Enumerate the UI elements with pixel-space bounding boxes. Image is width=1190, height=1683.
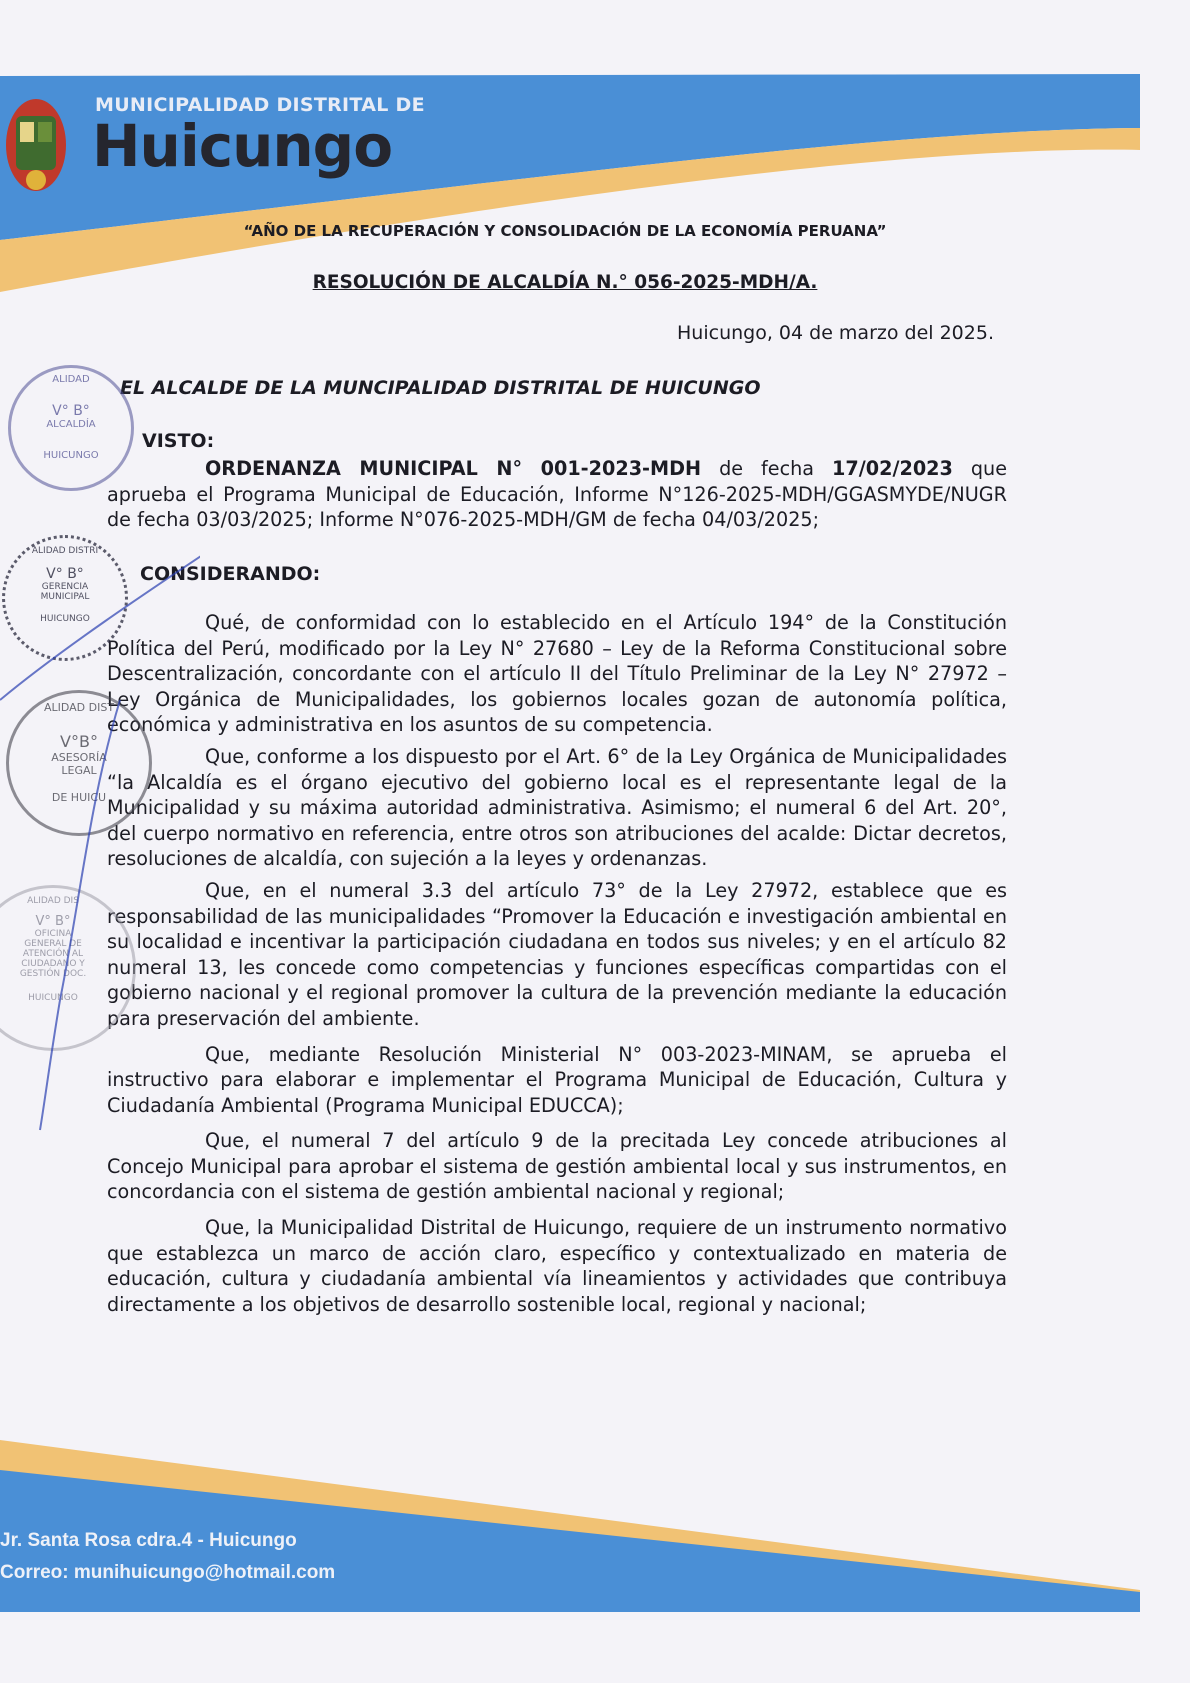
stamp-text: ALIDAD DIST [43, 701, 115, 714]
stamp-text: DE HUICU [51, 791, 107, 804]
stamp-text: ALIDAD DISTRI [31, 546, 99, 556]
stamp-asesoria [6, 690, 152, 836]
org-name: Huicungo [92, 112, 393, 180]
authority-heading: EL ALCALDE DE LA MUNCIPALIDAD DISTRITAL DE HUICUNGO [120, 377, 761, 399]
paragraph: Qué, de conformidad con lo establecido en el Artículo 194° de la Constitución Política del Perú, modificado por la Ley N° 27680 – Ley de la Reforma Constitucional sobre Descentralización, concordante con el artículo II del Título Preliminar de la Ley N° 27972 – Ley Orgánica de Municipalidades, los gobiernos locales gozan de autonomía política, económica y administrativa en los asuntos de su competencia. [107, 611, 1007, 737]
stamp-text: V° B° [35, 914, 71, 929]
stamp-text: ALIDAD DIS [27, 896, 79, 906]
stamp-text: V°B° [60, 732, 98, 751]
footer-address: Jr. Santa Rosa cdra.4 - Huicungo [0, 1530, 297, 1551]
stamp-text: HUICUNGO [28, 993, 78, 1003]
stamp-text: HUICUNGO [43, 450, 99, 461]
org-prefix: MUNICIPALIDAD DISTRITAL DE [95, 94, 425, 116]
paragraph: Que, la Municipalidad Distrital de Huicungo, requiere de un instrumento normativo que establezca un marco de acción claro, específico y contextualizado en materia de educación, cultura y ciudadanía ambiental vía lineamientos y actividades que contribuya directamente a los objetivos de desarrollo sostenible local, regional y nacional; [107, 1216, 1007, 1316]
stamp-alcaldia [8, 365, 134, 491]
stamp-text: ALCALDÍA [46, 419, 96, 430]
stamp-text: HUICUNGO [40, 614, 90, 624]
visto-paragraph [107, 456, 1007, 533]
footer-email: Correo: munihuicungo@hotmail.com [0, 1562, 336, 1583]
paragraph: Que, mediante Resolución Ministerial N° 003-2023-MINAM, se aprueba el instructivo para elaborar e implementar el Programa Municipal de Educación, Cultura y Ciudadanía Ambiental (Programa Municipal EDUCCA); [107, 1042, 1007, 1117]
year-slogan: “AÑO DE LA RECUPERACIÓN Y CONSOLIDACIÓN DE LA ECONOMÍA PERUANA” [243, 222, 887, 240]
stamp-text: ALIDAD [52, 374, 90, 385]
text: que aprueba el Programa Municipal de Educación, Informe N°126-2025-MDH/GGASMYDE/NUGR de fecha 03/03/2025; Informe N°076-2025-MDH/GM de fecha 04/03/2025; [107, 457, 1007, 532]
paragraph: Que, conforme a los dispuesto por el Art. 6° de la Ley Orgánica de Municipalidades “la Alcaldía es el órgano ejecutivo del gobierno local es el representante legal de la Municipalidad y su máxima autoridad administrativa. Asimismo; el numeral 6 del Art. 20°, del cuerpo normativo en referencia, entre otros son atribuciones del acalde: Dictar decretos, resoluciones de alcaldía, con sujeción a la leyes y ordenanzas. [107, 744, 1007, 871]
text: de fecha [701, 457, 833, 480]
stamp-text: V° B° [46, 566, 84, 582]
ordinance-date: 17/02/2023 [832, 457, 953, 480]
municipal-crest-logo [2, 92, 72, 198]
stamp-text: V° B° [52, 403, 90, 419]
considerando-paragraphs [107, 610, 1007, 1317]
resolution-title: RESOLUCIÓN DE ALCALDÍA N.° 056-2025-MDH/A. [312, 272, 818, 293]
document-date: Huicungo, 04 de marzo del 2025. [677, 322, 994, 344]
stamp-text: GERENCIA MUNICIPAL [40, 582, 90, 602]
stamp-text: ASESORÍA LEGAL [51, 751, 107, 777]
stamp-gerencia [2, 535, 128, 661]
stamp-text: OFICINA GENERAL DE ATENCIÓN AL CIUDADANO Y GESTIÓN DOC. [19, 929, 87, 979]
paragraph: Que, en el numeral 3.3 del artículo 73° de la Ley 27972, establece que es responsabilidad de las municipalidades “Promover la Educación e investigación ambiental en su localidad e incentivar la participación ciudadana en todos sus niveles; y en el artículo 82 numeral 13, les concede como competencias y funciones específicas compartidas con el gobierno nacional y el regional promover la cultura de la prevención mediante la educación para preservación del ambiente. [107, 878, 1007, 1030]
considerando-label: CONSIDERANDO: [140, 563, 321, 585]
ordinance-ref: ORDENANZA MUNICIPAL N° 001-2023-MDH [205, 457, 702, 480]
visto-label: VISTO: [142, 430, 215, 452]
paragraph: Que, el numeral 7 del artículo 9 de la precitada Ley concede atribuciones al Concejo Municipal para aprobar el sistema de gestión ambiental local y sus instrumentos, en concordancia con el sistema de gestión ambiental nacional y regional; [107, 1129, 1007, 1204]
